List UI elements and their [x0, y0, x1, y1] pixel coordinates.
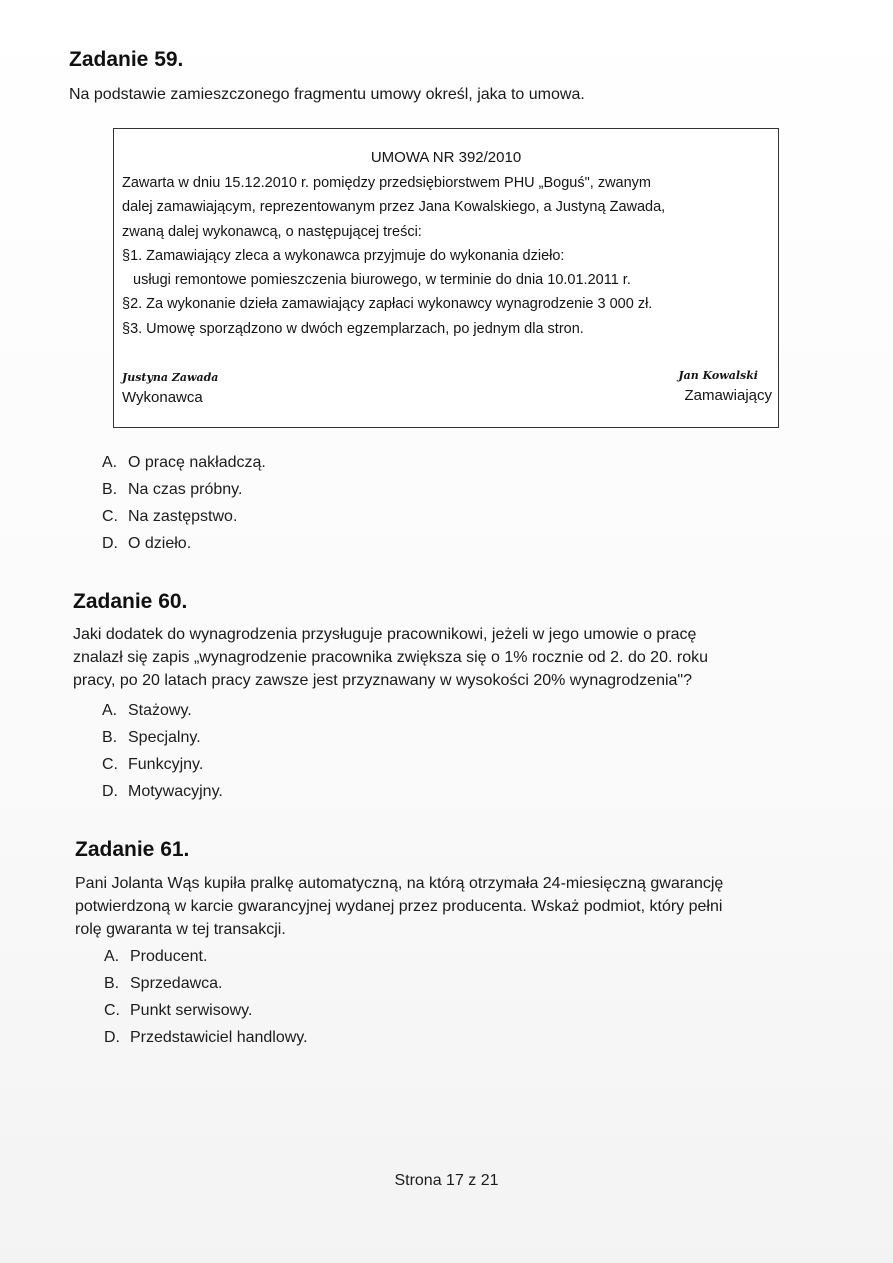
answer-option[interactable]: D. Motywacyjny. [102, 783, 223, 800]
task-59-title: Zadanie 59. [69, 48, 184, 71]
contractor-signature: Justyna Zawada [122, 371, 219, 384]
answer-option[interactable]: C. Punkt serwisowy. [104, 1002, 253, 1019]
answer-option[interactable]: B. Sprzedawca. [104, 975, 223, 992]
task-60-options [102, 697, 223, 805]
page-number: Strona 17 z 21 [394, 1172, 499, 1189]
contract-line: §2. Za wykonanie dzieła zamawiający zapłaci wykonawcy wynagrodzenie 3 000 zł. [122, 296, 653, 313]
answer-option[interactable]: B. Specjalny. [102, 729, 201, 746]
task-59-options [102, 449, 266, 557]
contract-body [122, 171, 770, 341]
answer-option[interactable]: C. Funkcyjny. [102, 756, 204, 773]
answer-option[interactable]: A. O pracę nakładczą. [102, 454, 266, 471]
client-label: Zamawiający [684, 387, 772, 404]
task-59-question: Na podstawie zamieszczonego fragmentu umowy określ, jaka to umowa. [69, 86, 585, 103]
task-61-question: Pani Jolanta Wąs kupiła pralkę automatyczną, na którą otrzymała 24-miesięczną gwarancję potwierdzoną w karcie gwarancyjnej wydanej przez producenta. Wskaż podmiot, który pełni rolę gwaranta w tej transakcji. [75, 875, 724, 938]
contractor-label: Wykonawca [122, 389, 203, 406]
answer-option[interactable]: D. Przedstawiciel handlowy. [104, 1029, 308, 1046]
contract-line: dalej zamawiającym, reprezentowanym przez Jana Kowalskiego, a Justyną Zawada, [122, 199, 666, 216]
client-signature: Jan Kowalski [678, 369, 758, 382]
contract-line: §1. Zamawiający zleca a wykonawca przyjmuje do wykonania dzieło: [122, 247, 565, 264]
answer-option[interactable]: A. Stażowy. [102, 702, 192, 719]
answer-option[interactable]: D. O dzieło. [102, 535, 192, 552]
contract-line: §3. Umowę sporządzono w dwóch egzemplarzach, po jednym dla stron. [122, 320, 584, 337]
contract-line: usługi remontowe pomieszczenia biurowego, w terminie do dnia 10.01.2011 r. [133, 272, 631, 289]
task-61-title: Zadanie 61. [75, 838, 190, 861]
contract-excerpt [113, 128, 779, 428]
contract-line: Zawarta w dniu 15.12.2010 r. pomiędzy przedsiębiorstwem PHU „Boguś", zwanym [122, 175, 651, 191]
answer-option[interactable]: B. Na czas próbny. [102, 481, 243, 498]
contract-title: UMOWA NR 392/2010 [370, 149, 522, 166]
contract-line: zwaną dalej wykonawcą, o następującej treści: [122, 223, 422, 240]
answer-option[interactable]: C. Na zastępstwo. [102, 508, 238, 525]
task-60-question: Jaki dodatek do wynagrodzenia przysługuje pracownikowi, jeżeli w jego umowie o pracę znalazł się zapis „wynagrodzenie pracownika zwiększa się o 1% rocznie od 2. do 20. roku pracy, po 20 latach pracy zawsze jest przyznawany w wysokości 20% wynagrodzenia"? [73, 626, 708, 689]
task-61-options [104, 943, 308, 1051]
answer-option[interactable]: A. Producent. [104, 948, 208, 965]
task-60-title: Zadanie 60. [73, 590, 188, 613]
